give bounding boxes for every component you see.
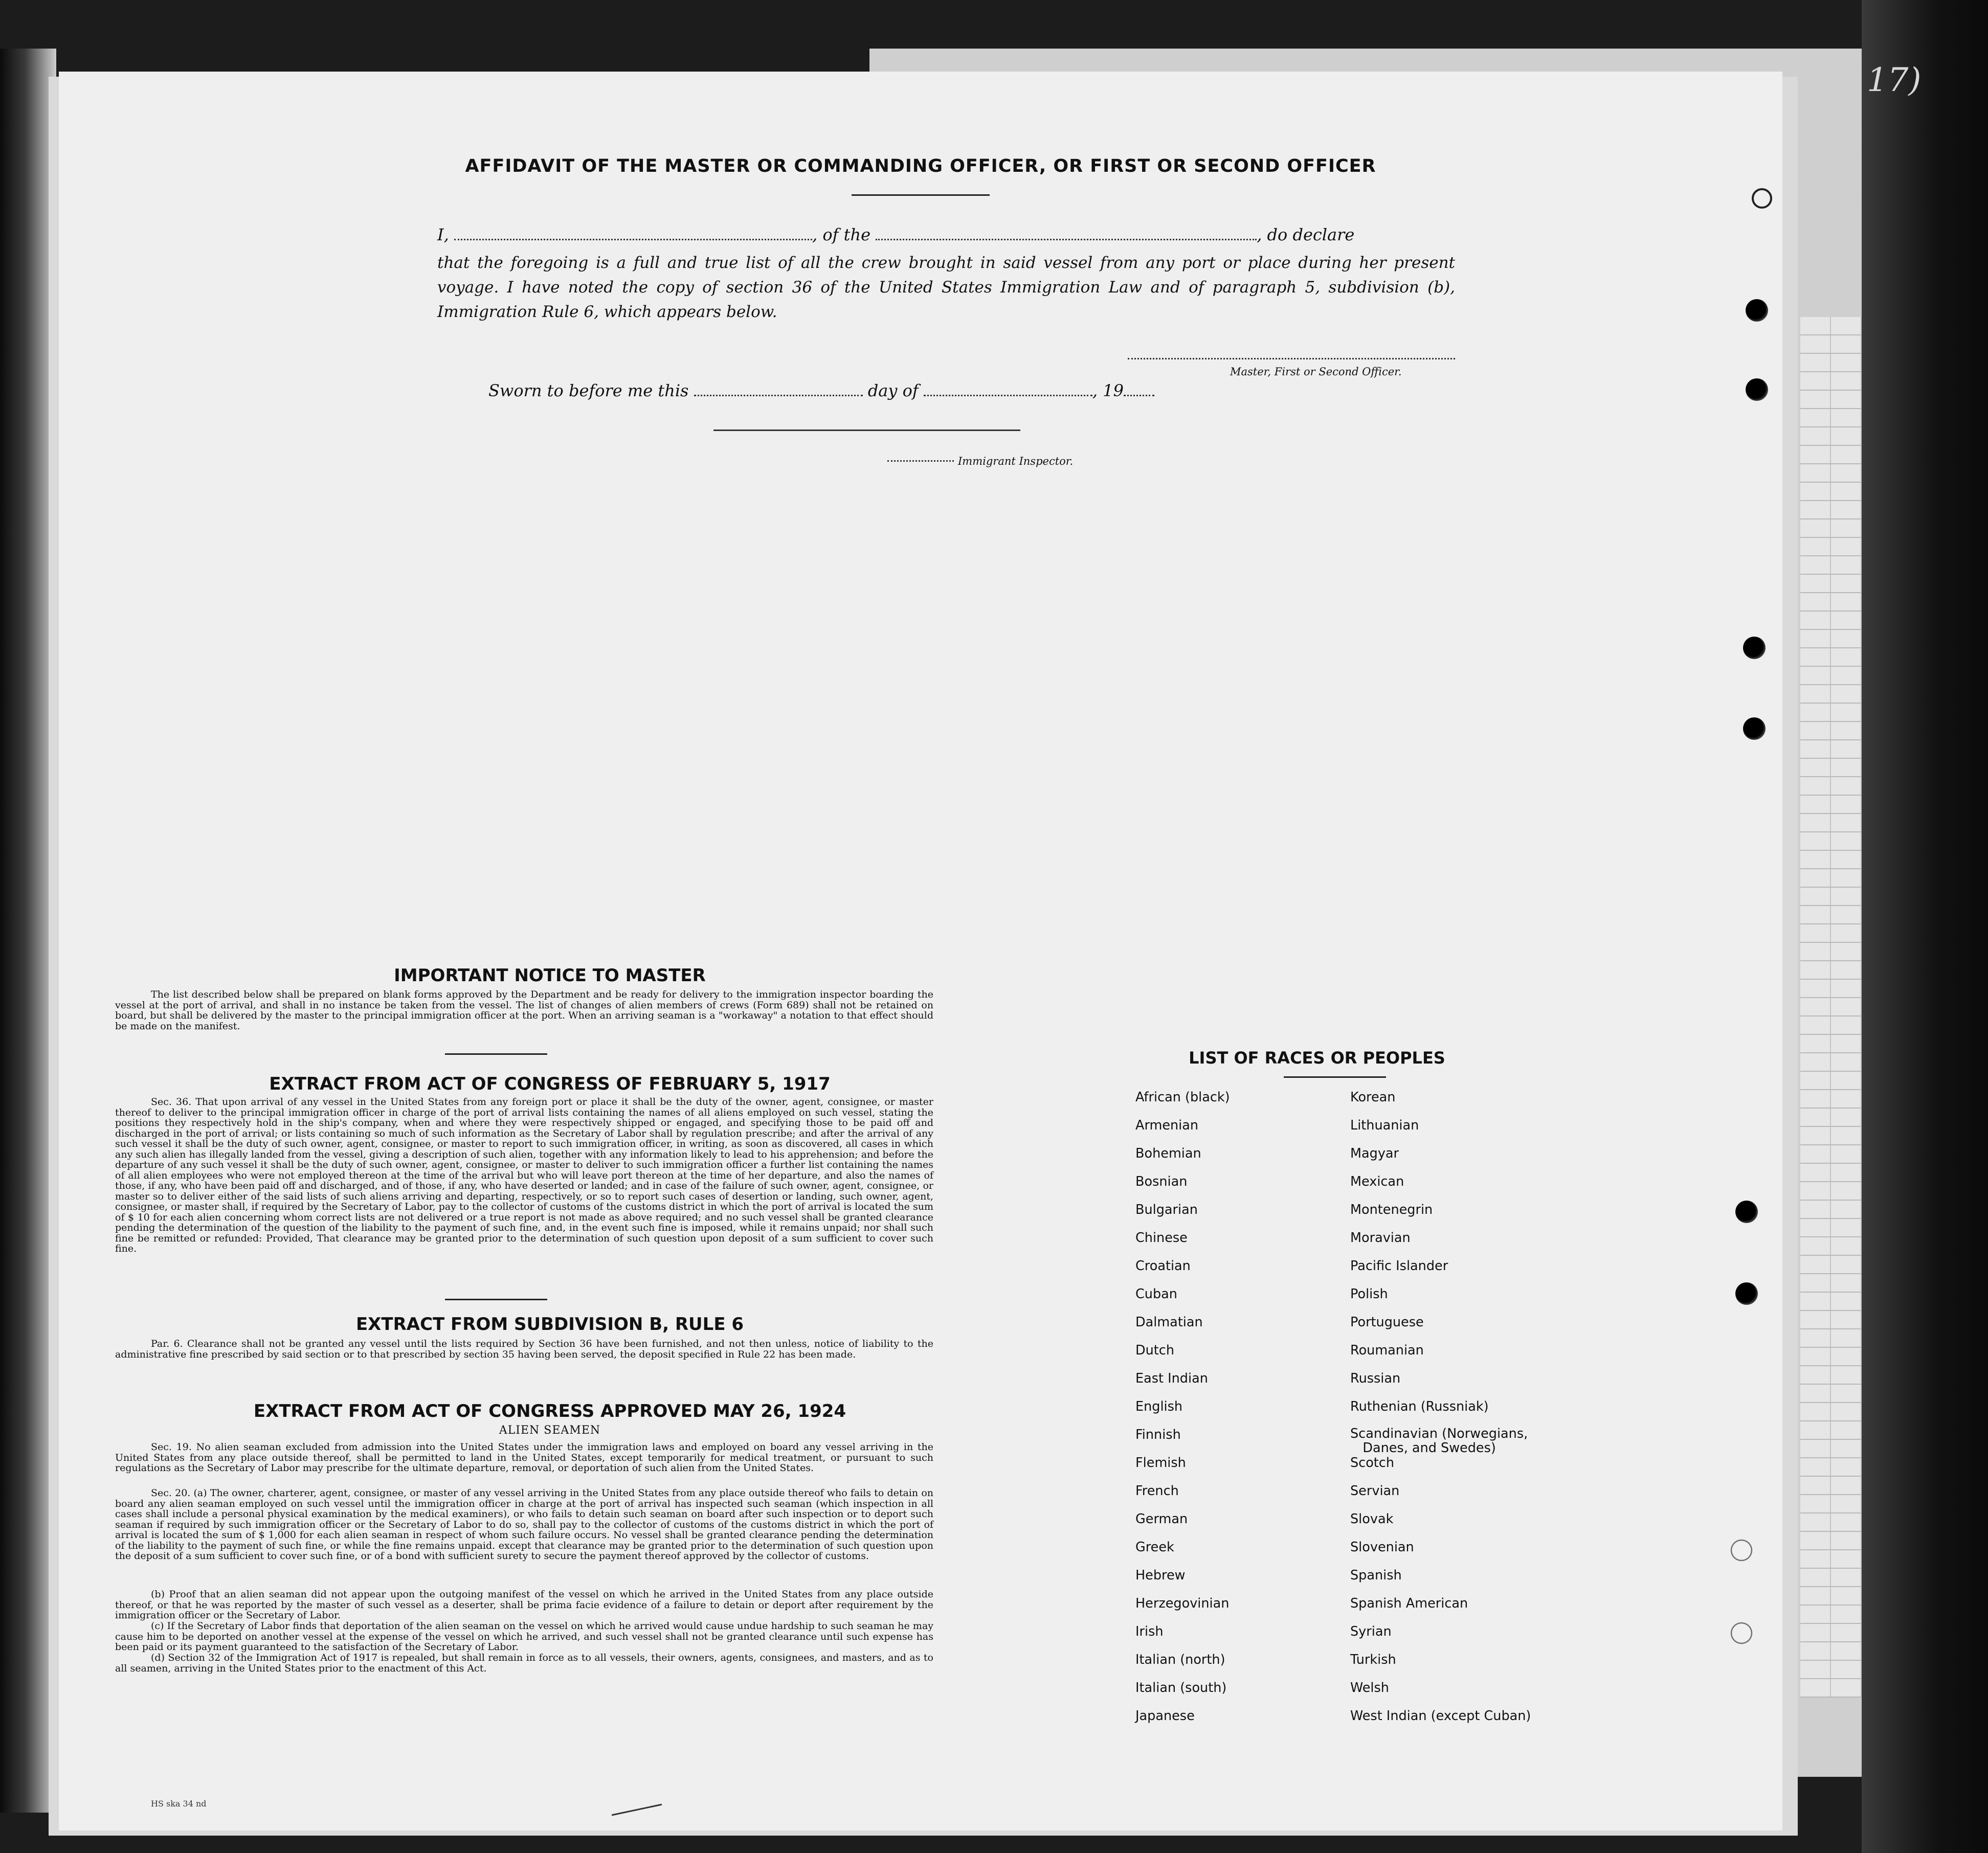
race-item: East Indian — [1135, 1371, 1208, 1386]
race-item: Cuban — [1135, 1286, 1177, 1302]
binder-edge-left — [0, 49, 56, 1813]
races-heading-rule — [1284, 1076, 1386, 1078]
race-item: Montenegrin — [1350, 1202, 1433, 1217]
punch-hole — [1743, 717, 1766, 740]
race-item: Portuguese — [1350, 1315, 1424, 1330]
race-item: Syrian — [1350, 1624, 1392, 1639]
race-item: Croatian — [1135, 1258, 1191, 1274]
document-sheet — [59, 72, 1782, 1831]
race-item: Italian (north) — [1135, 1652, 1225, 1667]
punch-hole — [1735, 1282, 1758, 1305]
sworn-year-label: , 19 — [1092, 381, 1124, 400]
race-item: Bulgarian — [1135, 1202, 1198, 1217]
extract-1917-heading: EXTRACT FROM ACT OF CONGRESS OF FEBRUARY 5, 1917 — [269, 1074, 831, 1094]
race-item: Slovenian — [1350, 1540, 1414, 1555]
punch-hole — [1730, 1622, 1753, 1644]
master-signature-line[interactable] — [1128, 358, 1455, 359]
races-right-column — [1350, 1089, 1531, 1736]
affidavit-paragraph: that the foregoing is a full and true list of all the crew brought in said vessel from any port or place during her present voyage. I have noted the copy of section 36 of the United States Immigration Law and of paragraph 5, subdivision (b), Immigration Rule 6, which appears below. — [437, 254, 1455, 321]
race-item: Greek — [1135, 1540, 1174, 1555]
race-item: Roumanian — [1350, 1343, 1424, 1358]
races-heading: LIST OF RACES OR PEOPLES — [1189, 1048, 1445, 1068]
race-item: Spanish — [1350, 1568, 1402, 1583]
punch-hole — [1743, 637, 1766, 659]
affidavit-title: AFFIDAVIT OF THE MASTER OR COMMANDING OFFICER, OR FIRST OR SECOND OFFICER — [465, 156, 1376, 176]
notice-divider — [445, 1299, 547, 1300]
race-item: Bosnian — [1135, 1174, 1188, 1189]
race-item: Moravian — [1350, 1230, 1411, 1246]
extract-1924-heading: EXTRACT FROM ACT OF CONGRESS APPROVED MAY 26, 1924 — [253, 1401, 846, 1421]
notice-master-text: The list described below shall be prepared on blank forms approved by the Department and be ready for delivery to the immigration inspector boarding the vessel at the port of arrival, and shall in no instance be taken from the vessel. The list of changes of alien members of crews (Form 689) shall not be retained on board, but shall be delivered by the master to the principal immigration officer at the port. When an arriving seaman is a "workaway" a notation to that effect should be made on the manifest. — [115, 989, 933, 1032]
of-the-label: , of the — [812, 225, 871, 244]
form-code: HS ska 34 nd — [151, 1799, 207, 1809]
race-item: Pacific Islander — [1350, 1258, 1448, 1274]
race-item: Scandinavian (Norwegians, Danes, and Swedes) — [1350, 1426, 1528, 1456]
extract-1917-text: Sec. 36. That upon arrival of any vessel in the United States from any foreign port or place it shall be the duty of the owner, agent, consignee, or master thereof to deliver to the principal immigration officer in charge of the port of arrival lists containing the names of all aliens employed on such vessel, stating the positions they respectively hold in the ship's company, when and where they were respectively shipped or engaged, and specifying those to be paid off and discharged in the port of arrival; or lists containing so much of such information as the Secretary of Labor shall by regulation prescribe; and after the arrival of any such vessel it shall be the duty of such owner, agent, consignee, or master to report to such immigration officer, in writing, as soon as discovered, all cases in which any such alien has illegally landed from the vessel, giving a description of such alien, together with any information likely to lead to his apprehension; and before the departure of any such vessel it shall be the duty of such owner, agent, consignee, or master to deliver to such immigration officer a further list containing the names of all alien employees who were not employed thereon at the time of the arrival but who will leave port thereon at the time of her departure, and also the names of those, if any, who have been paid off and discharged, and of those, if any, who have deserted or landed; and in case of the failure of such owner, agent, consignee, or master so to deliver either of the said lists of such aliens arriving and departing, respectively, or so to report such cases of desertion or landing, such owner, agent, consignee, or master shall, if required by the Secretary of Labor, pay to the collector of customs of the customs district in which the port of arrival is located the sum of $ 10 for each alien concerning whom correct lists are not delivered or a true report is not made as above required; and no such vessel shall be granted clearance pending the determination of the question of the liability to the payment of such fine, and, in the event such fine is imposed, while it remains unpaid; nor shall such fine be remitted or refunded: Provided, That clearance may be granted prior to the determination of such question upon deposit of a sum sufficient to cover such fine. — [115, 1096, 933, 1254]
race-item: Lithuanian — [1350, 1118, 1419, 1133]
punch-hole — [1746, 378, 1768, 401]
race-item: Japanese — [1135, 1708, 1195, 1724]
race-item: Servian — [1350, 1483, 1400, 1499]
race-item: Herzegovinian — [1135, 1596, 1230, 1611]
races-left-column — [1135, 1089, 1230, 1736]
vessel-blank[interactable] — [876, 239, 1257, 240]
race-item: Italian (south) — [1135, 1680, 1227, 1696]
race-item: Slovak — [1350, 1511, 1394, 1527]
inspector-caption: Immigrant Inspector. — [958, 455, 1074, 467]
notice-master-heading: IMPORTANT NOTICE TO MASTER — [394, 965, 706, 986]
sworn-line — [488, 381, 1506, 400]
do-declare-label: , do declare — [1257, 225, 1355, 244]
punch-hole — [1735, 1201, 1758, 1223]
pen-mark — [612, 1804, 662, 1816]
sec20d-text: (d) Section 32 of the Immigration Act of 1917 is repealed, but shall remain in force as to all vessels, their owners, agents, consignees, and masters, and as to all seamen, arriving in the United States prior to the enactment of this Act. — [115, 1652, 933, 1674]
race-item: Irish — [1135, 1624, 1164, 1639]
extract-rule6-text: Par. 6. Clearance shall not be granted any vessel until the lists required by Section 36 have been furnished, and not then unless, notice of liability to the administrative fine prescribed by said section or to that prescribed by section 35 having been served, the deposit specified in Rule 22 has been made. — [115, 1338, 933, 1360]
race-item: Welsh — [1350, 1680, 1389, 1696]
extract-rule6-heading: EXTRACT FROM SUBDIVISION B, RULE 6 — [355, 1314, 744, 1335]
name-blank[interactable] — [454, 239, 812, 240]
race-item: Ruthenian (Russniak) — [1350, 1399, 1489, 1414]
race-item: Dalmatian — [1135, 1315, 1203, 1330]
race-item: English — [1135, 1399, 1183, 1414]
sworn-month-blank[interactable] — [924, 395, 1092, 396]
affidavit-title-rule — [852, 194, 990, 196]
scanner-edge-right — [1862, 0, 1988, 1853]
race-item: Polish — [1350, 1286, 1388, 1302]
notice-divider — [445, 1053, 547, 1055]
sec20c-text: (c) If the Secretary of Labor finds that deportation of the alien seaman on the vessel on which he arrived would cause undue hardship to such seaman he may cause him to be deported on another vessel at the expense of the vessel on which he arrived, and such vessel shall not be granted clearance until such expense has been paid or its payment guaranteed to the satisfaction of the Secretary of Labor. — [115, 1620, 933, 1653]
sec19-text: Sec. 19. No alien seaman excluded from admission into the United States under the immigration laws and employed on board any vessel arriving in the United States from any place outside thereof, shall be permitted to land in the United States, except temporarily for medical treatment, or pursuant to such regulations as the Secretary of Labor may prescribe for the ultimate departure, removal, or deportation of such alien from the United States. — [115, 1441, 933, 1474]
race-item: West Indian (except Cuban) — [1350, 1708, 1531, 1724]
race-item: African (black) — [1135, 1090, 1230, 1105]
sec20b-text: (b) Proof that an alien seaman did not appear upon the outgoing manifest of the vessel on which he arrived in the United States from any place outside thereof, or that he was reported by the master of such vessel as a deserter, shall be prima facie evidence of a failure to detain or deport after requirement by the immigration officer or the Secretary of Labor. — [115, 1589, 933, 1621]
race-item: Armenian — [1135, 1118, 1199, 1133]
race-item: Flemish — [1135, 1455, 1186, 1471]
race-item: Magyar — [1350, 1146, 1399, 1161]
day-of-label: day of — [867, 381, 919, 400]
race-item: Scotch — [1350, 1455, 1394, 1471]
race-item: Finnish — [1135, 1427, 1181, 1442]
race-item: Dutch — [1135, 1343, 1174, 1358]
inspector-dotted-lead — [887, 460, 954, 462]
affidavit-i-label: I, — [437, 225, 449, 244]
race-item: German — [1135, 1511, 1188, 1527]
inspector-signature-line[interactable] — [713, 430, 1020, 431]
race-item: Russian — [1350, 1371, 1401, 1386]
race-item: Spanish American — [1350, 1596, 1468, 1611]
sworn-prefix: Sworn to before me this — [488, 381, 689, 400]
sworn-year-blank[interactable] — [1124, 395, 1154, 396]
affidavit-declaration-line — [437, 225, 1455, 244]
corner-handwritten-note: 17) — [1867, 61, 1922, 99]
sec20a-text: Sec. 20. (a) The owner, charterer, agent, consignee, or master of any vessel arriving in the United States from any place outside thereof who fails to detain on board any alien seaman employed on such vessel until the immigration officer in charge at the port of arrival has inspected such seaman (which inspection in all cases shall include a personal physical examination by the medical examiners), or who fails to detain such seaman on board after such inspection or to deport such seaman if required by such immigration officer or the Secretary of Labor to do so, shall pay to the collector of customs of the customs district in which the port of arrival is located the sum of $ 1,000 for each alien seaman in respect of whom such failure occurs. No vessel shall be granted clearance pending the determination of the liability to the payment of such fine, or while the fine remains unpaid. except that clearance may be granted prior to the determination of such question upon the deposit of a sum sufficient to cover such fine, or of a bond with sufficient surety to secure the payment thereof approved by the collector of customs. — [115, 1487, 933, 1562]
race-item: Korean — [1350, 1090, 1396, 1105]
alien-seamen-subheading: ALIEN SEAMEN — [499, 1424, 601, 1437]
race-item: Chinese — [1135, 1230, 1188, 1246]
race-item: Bohemian — [1135, 1146, 1201, 1161]
master-signature-caption: Master, First or Second Officer. — [1230, 366, 1402, 378]
punch-hole — [1730, 1539, 1753, 1562]
race-item: Mexican — [1350, 1174, 1404, 1189]
punch-hole — [1746, 299, 1768, 322]
race-item: Hebrew — [1135, 1568, 1186, 1583]
race-item: French — [1135, 1483, 1179, 1499]
stamp-mark — [1752, 188, 1772, 209]
sworn-day-blank[interactable] — [694, 395, 863, 396]
race-item: Turkish — [1350, 1652, 1396, 1667]
